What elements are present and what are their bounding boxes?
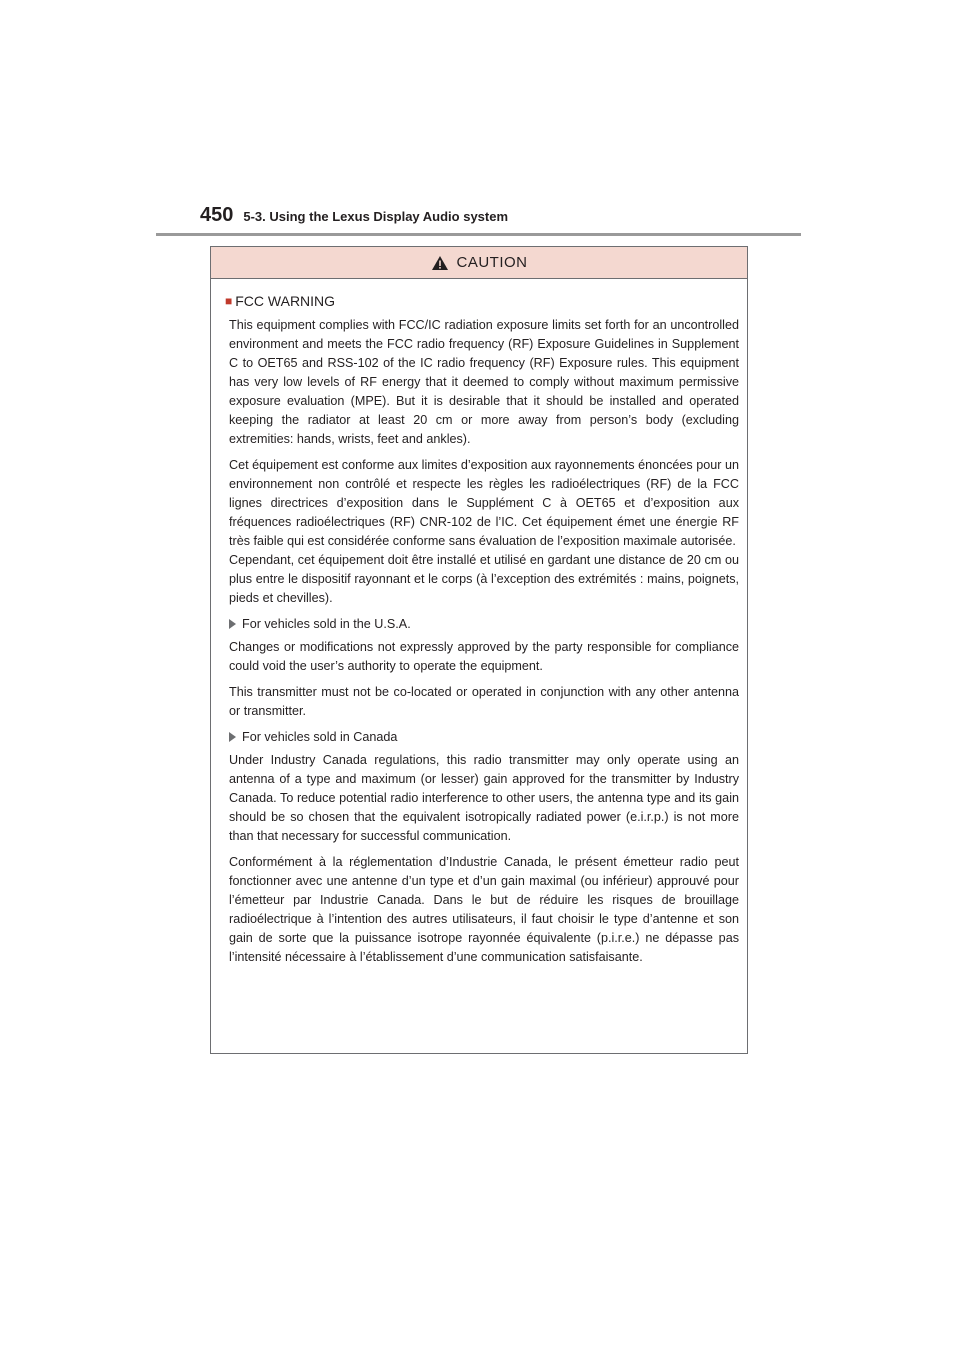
usa-subheading [229, 617, 739, 631]
caution-title: CAUTION [456, 254, 528, 271]
caution-box [210, 246, 748, 1054]
fcc-heading-text: FCC WARNING [235, 293, 336, 309]
paragraph-usa-2: This transmitter must not be co-located or operated in conjunction with any other antenna or transmitter. [229, 685, 739, 718]
page-header [200, 204, 508, 227]
paragraph-fcc-fr-1: Cet équipement est conforme aux limites d’exposition aux rayonnements énoncées pour un environnement non contrôlé et respecte les règles les radioélectriques (RF) de la FCC lignes directrices d’exposition dans le Supplément C à OET65 et d’exposition aux fréquences radioélectriques (RF) CNR-102 de l’IC. Cet équipement émet une énergie RF très faible qui est considérée conforme sans évaluation de l’exposition maximale autorisée. [229, 458, 739, 548]
paragraph-canada-en: Under Industry Canada regulations, this radio transmitter may only operate using an antenna of a type and maximum (or lesser) gain approved for the transmitter by Industry Canada. To reduce potential radio interference to other users, the antenna type and its gain should be so chosen that the equivalent isotropically radiated power (e.i.r.p.) is not more than that necessary for successful communication. [229, 753, 739, 843]
fcc-heading [225, 293, 739, 309]
square-bullet-icon: ■ [225, 294, 233, 308]
canada-subheading [229, 730, 739, 744]
usa-label: For vehicles sold in the U.S.A. [242, 617, 411, 631]
header-rule [156, 233, 801, 236]
section-title: 5-3. Using the Lexus Display Audio system [243, 209, 509, 224]
arrow-right-icon [229, 619, 236, 629]
paragraph-fcc-fr-2: Cependant, cet équipement doit être installé et utilisé en gardant une distance de 20 cm ou plus entre le dispositif rayonnant et le corps (à l’exception des extrémités : mains, poignets, pieds et chevilles). [229, 553, 739, 605]
canada-label: For vehicles sold in Canada [242, 730, 398, 744]
paragraph-fcc-en: This equipment complies with FCC/IC radiation exposure limits set forth for an uncontrolled environment and meets the FCC radio frequency (RF) Exposure Guidelines in Supplement C to OET65 and RSS-102 of the IC radio frequency (RF) Exposure rules. This equipment has very low levels of RF energy that it deemed to comply without maximum permissive exposure evaluation (MPE). But it is desirable that it should be installed and operated keeping the radiator at least 20 cm or more away from person’s body (excluding extremities: hands, wrists, feet and ankles). [229, 318, 739, 446]
caution-header [211, 247, 747, 279]
warning-triangle-icon [431, 255, 449, 271]
caution-content [211, 279, 747, 967]
paragraph-canada-fr: Conformément à la réglementation d’Industrie Canada, le présent émetteur radio peut fonctionner avec une antenne d’un type et d’un gain maximal (ou inférieur) approuvé pour l’émetteur par Industrie Canada. Dans le but de réduire les risques de brouillage radioélectrique à l’intention des autres utilisateurs, il faut choisir le type d’antenne et son gain de sorte que la puissance isotrope rayonnée équivalente (p.i.r.e.) ne dépasse pas l’intensité nécessaire à l’établissement d’une communication satisfaisante. [229, 855, 739, 964]
page-number: 450 [200, 204, 234, 226]
arrow-right-icon [229, 732, 236, 742]
paragraph-usa-1: Changes or modifications not expressly approved by the party responsible for compliance could void the user’s authority to operate the equipment. [229, 640, 739, 673]
